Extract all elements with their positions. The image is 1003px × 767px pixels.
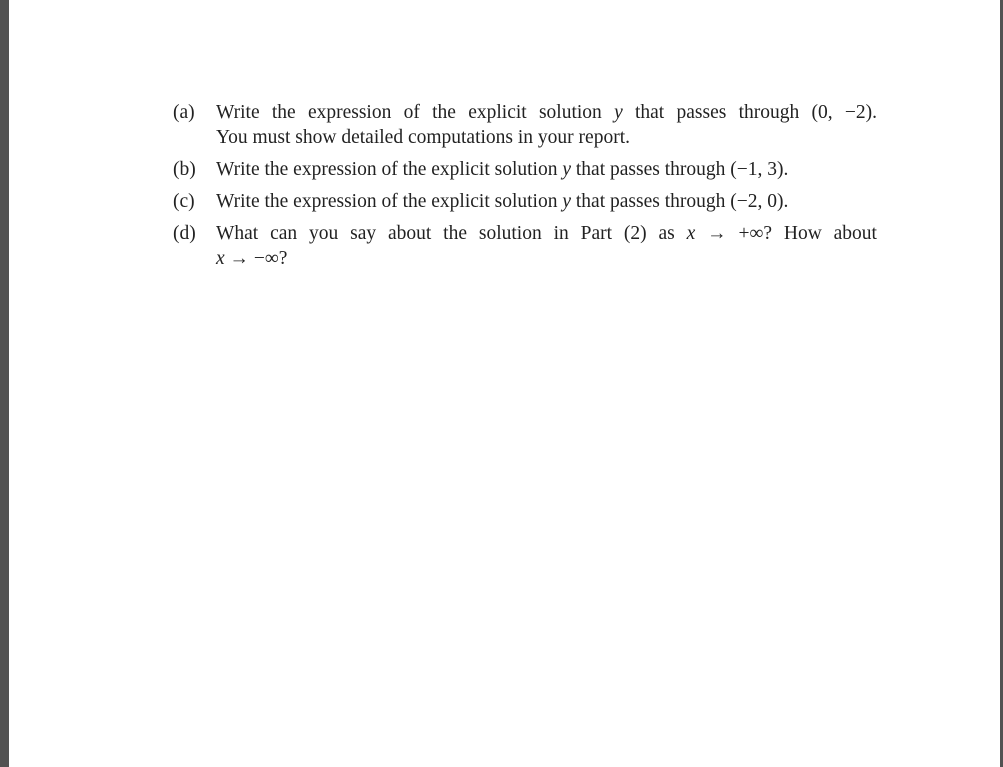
item-continuation: x → −∞?: [216, 248, 288, 269]
item-label: (c): [173, 191, 195, 212]
item-text: Write the expression of the explicit solution y that passes through (−2, 0).: [216, 191, 789, 212]
problem-item-b: [173, 157, 877, 182]
item-label: (d): [173, 223, 196, 244]
math-variable: y: [562, 159, 572, 180]
math-variable: y: [562, 191, 572, 212]
math-variable: y: [614, 102, 623, 123]
document-page: [9, 0, 1000, 767]
math-variable: x: [686, 223, 696, 244]
problem-item-c: [173, 189, 877, 214]
problem-item-d: [173, 221, 877, 271]
item-label: (b): [173, 159, 196, 180]
item-continuation: You must show detailed computations in your report.: [216, 127, 630, 148]
item-text: What can you say about the solution in Part (2) as x → +∞? How about: [216, 223, 877, 244]
item-text: Write the expression of the explicit solution y that passes through (0, −2).: [216, 102, 877, 123]
item-text: Write the expression of the explicit solution y that passes through (−1, 3).: [216, 159, 789, 180]
problem-item-a: [173, 100, 877, 150]
item-label: (a): [173, 102, 195, 123]
viewer-left-border: [0, 0, 9, 767]
problem-list: [173, 100, 877, 278]
math-variable: x: [216, 248, 225, 269]
